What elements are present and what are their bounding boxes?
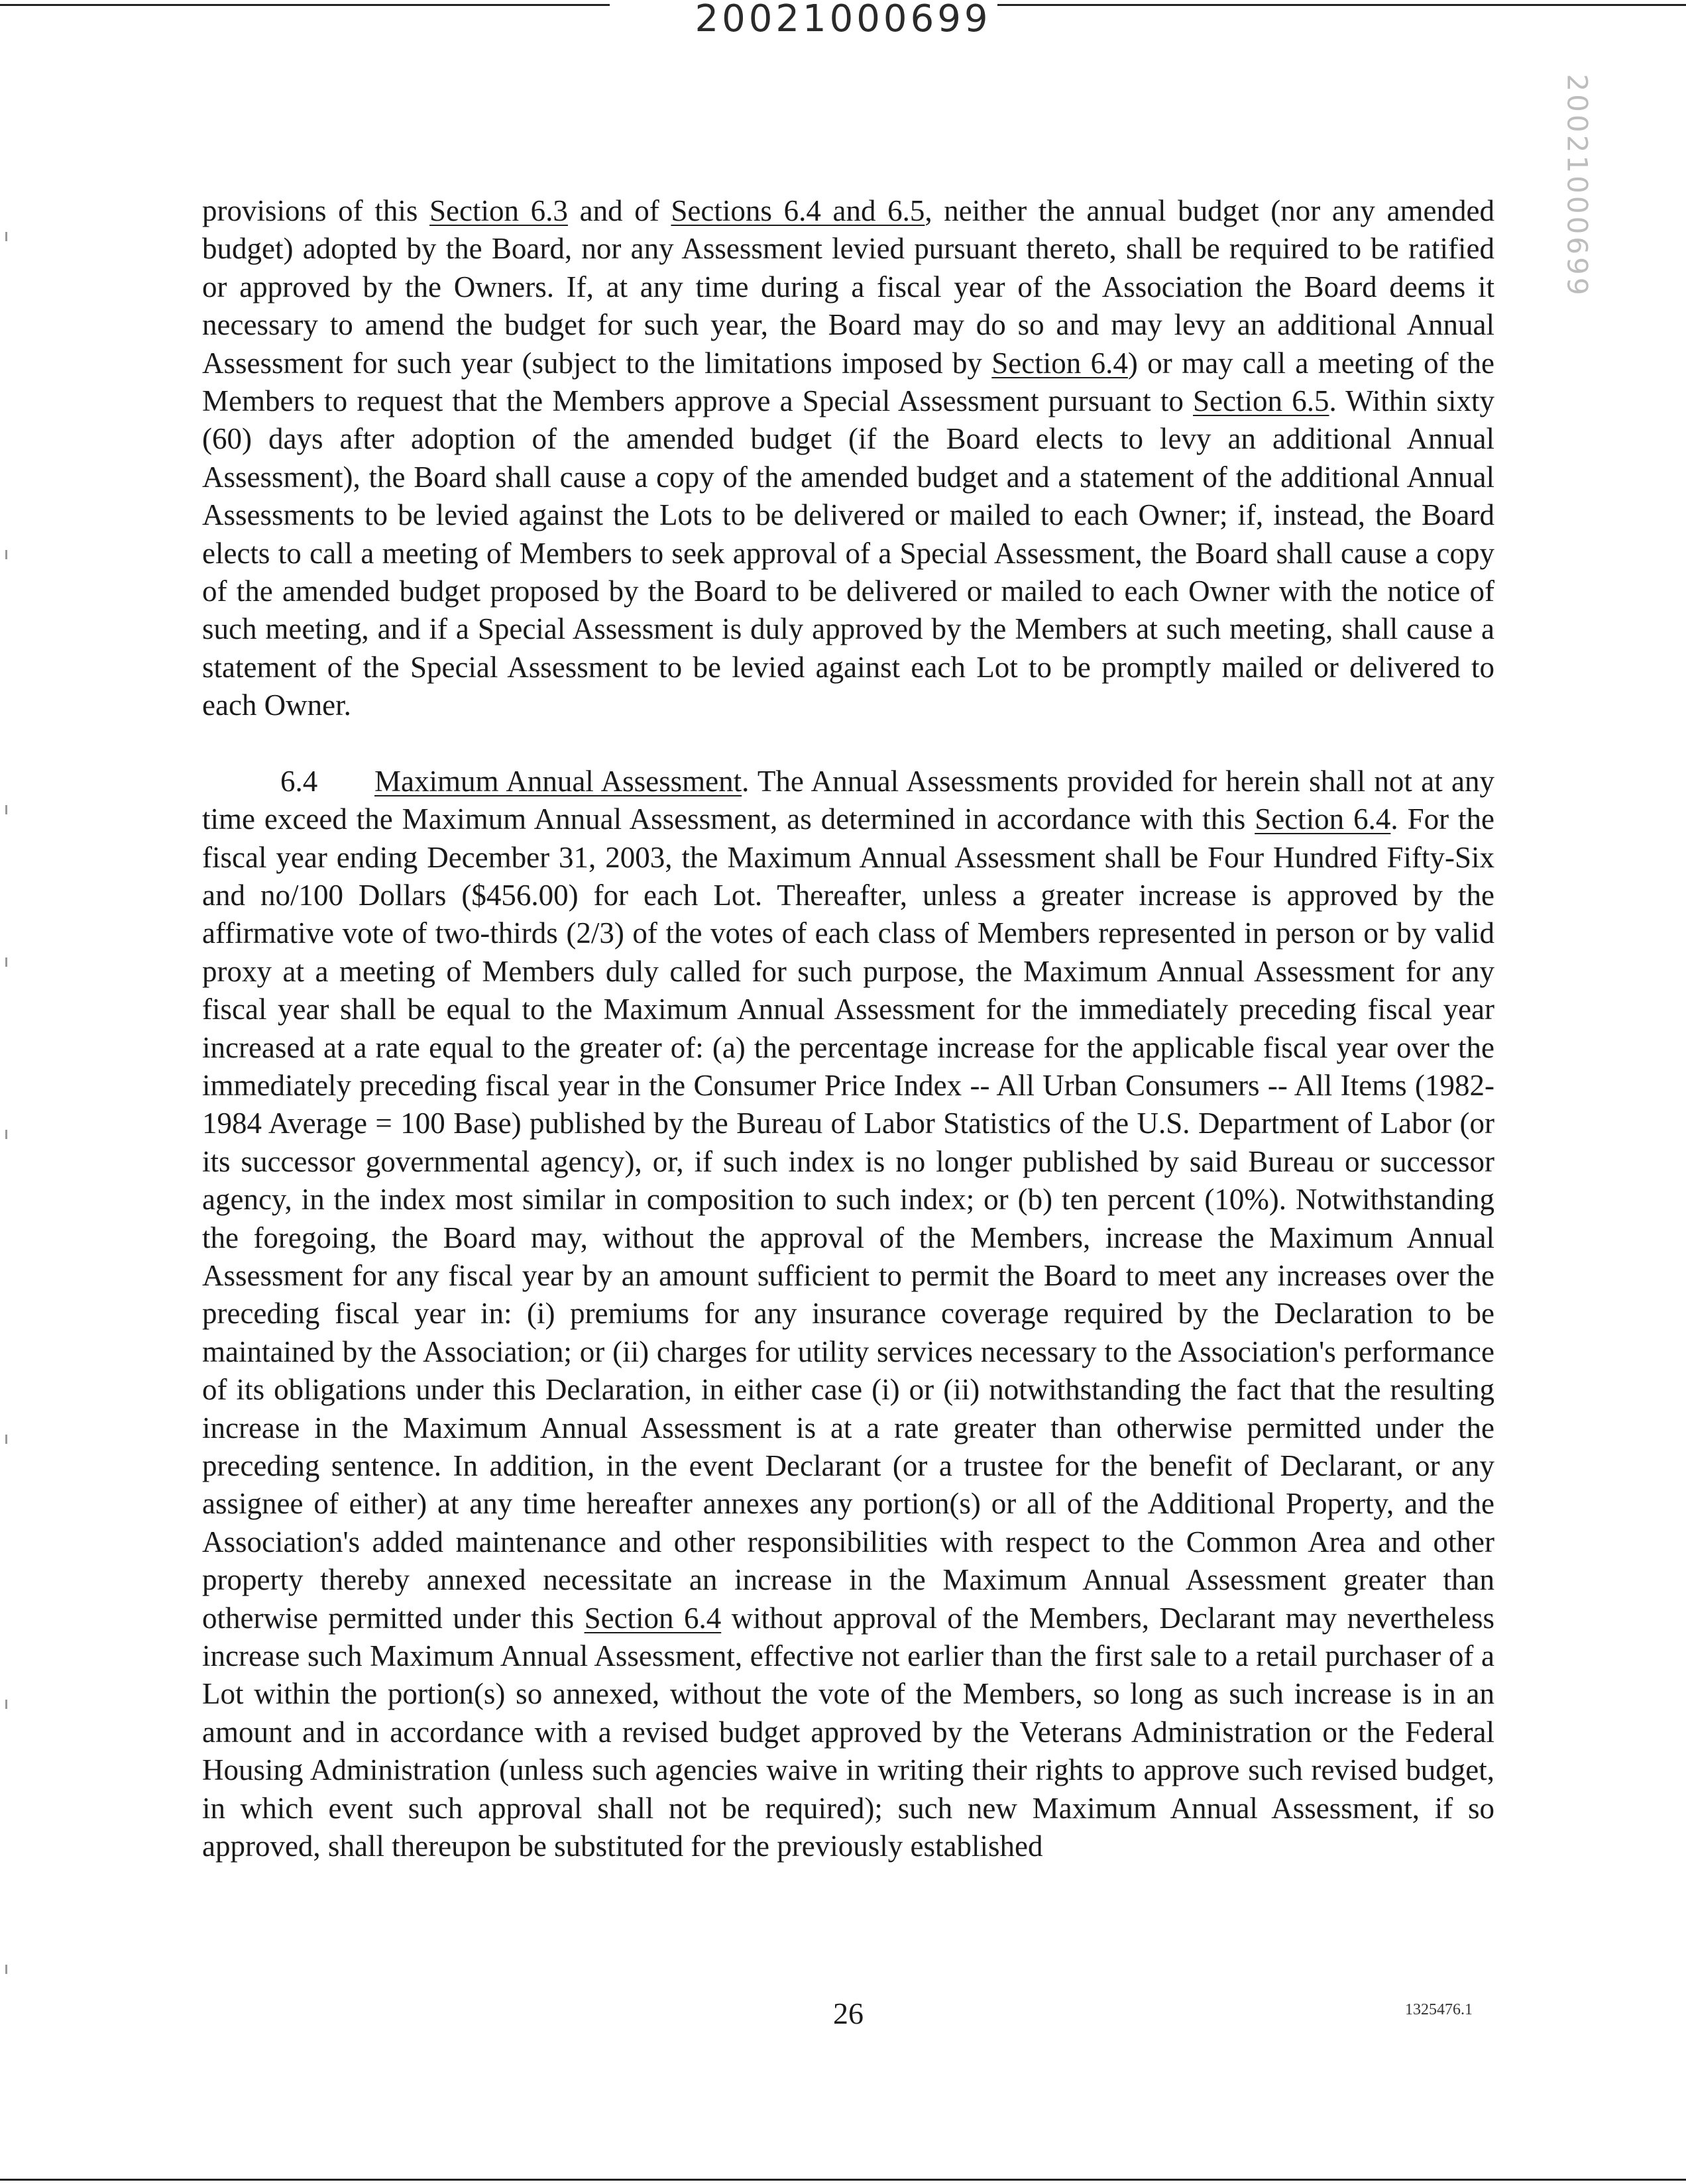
margin-speck bbox=[5, 550, 7, 559]
side-stamp-text: 20021000699 bbox=[1561, 74, 1594, 298]
margin-speck bbox=[5, 1130, 7, 1139]
text-run: provisions of this bbox=[202, 194, 430, 227]
text-run: and of bbox=[567, 194, 671, 227]
text-run: . For the fiscal year ending December 31, 2003, the Maximum Annual Assessment shall be Four Hundred Fifty-Six and no/100 Dollars ($456.00) for each Lot. Thereafter, unless a greater increase is approved by the affirmative vote of two-thirds (2/3) of the votes of each class of Members represented in person or by valid proxy at a meeting of Members duly called for such purpose, the Maximum Annual Assessment for any fiscal year shall be equal to the Maximum Annual Assessment for the immediately preceding fiscal year increased at a rate equal to the greater of: (a) the percentage increase for the applicable fiscal year over the immediately preceding fiscal year in the Consumer Price Index -- All Urban Consumers -- All Items (1982-1984 Average = 100 Base) published by the Bureau of Labor Statistics of the U.S. Department of Labor (or its successor governmental agency), or, if such index is no longer published by said Bureau or successor agency, in the index most similar in composition to such index; or (b) ten percent (10%). Notwithstanding the foregoing, the Board may, without the approval of the Members, increase the Maximum Annual Assessment for any fiscal year by an amount sufficient to permit the Board to meet any increases over the preceding fiscal year in: (i) premiums for any insurance coverage required by the Declaration to be maintained by the Association; or (ii) charges for utility services necessary to the Association's performance of its obligations under this Declaration, in either case (i) or (ii) notwithstanding the fact that the resulting increase in the Maximum Annual Assessment is at a rate greater than otherwise permitted under the preceding sentence. In addition, in the event Declarant (or a trustee for the benefit of Declarant, or any assignee of either) at any time hereafter annexes any portion(s) or all of the Additional Property, and the Association's added maintenance and other responsibilities with respect to the Common Area and other property thereby annexed necessitate an increase in the Maximum Annual Assessment greater than otherwise permitted under this bbox=[202, 802, 1495, 1635]
paragraph-continuation bbox=[202, 192, 1494, 725]
section-reference: Section 6.4 bbox=[1255, 802, 1391, 836]
section-reference: Section 6.5 bbox=[1193, 384, 1329, 418]
section-reference: Section 6.3 bbox=[429, 194, 568, 227]
document-reference: 1325476.1 bbox=[1405, 2001, 1473, 2018]
section-reference: Sections 6.4 and 6.5 bbox=[671, 194, 925, 227]
section-6-4-paragraph bbox=[202, 763, 1494, 1866]
margin-speck bbox=[5, 1700, 7, 1709]
text-run: ) or may call a meeting of the Members to request that the Members approve a Special Assessment pursuant to bbox=[202, 346, 1494, 418]
margin-speck bbox=[5, 805, 7, 814]
text-run: , neither the annual budget (nor any amended budget) adopted by the Board, nor any Assessment levied pursuant thereto, shall be required to be ratified or approved by the Owners. If, at any time during a fiscal year of the Association the Board deems it necessary to amend the budget for such year, the Board may do so and may levy an additional Annual Assessment for such year (subject to the limitations imposed by bbox=[202, 194, 1494, 380]
bottom-rule bbox=[0, 2179, 1686, 2181]
document-number: 20021000699 bbox=[695, 0, 991, 40]
document-body bbox=[202, 192, 1494, 1865]
side-stamp bbox=[1557, 74, 1597, 298]
section-heading: Maximum Annual Assessment bbox=[374, 764, 742, 798]
page-number: 26 bbox=[833, 1996, 864, 2030]
margin-speck bbox=[5, 232, 7, 241]
text-run: . Within sixty (60) days after adoption of the amended budget (if the Board elects to levy an additional Annual Assessment), the Board shall cause a copy of the amended budget and a statement of the additional Annual Assessments to be levied against the Lots to be delivered or mailed to each Owner; if, instead, the Board elects to call a meeting of Members to seek approval of a Special Assessment, the Board shall cause a copy of the amended budget proposed by the Board to be delivered or mailed to each Owner with the notice of such meeting, and if a Special Assessment is duly approved by the Members at such meeting, shall cause a statement of the Special Assessment to be levied against each Lot to be promptly mailed or delivered to each Owner. bbox=[202, 384, 1494, 722]
margin-speck bbox=[5, 1965, 7, 1974]
section-number: 6.4 bbox=[280, 764, 318, 798]
section-reference: Section 6.4 bbox=[584, 1601, 722, 1635]
text-run: . The Annual Assessments provided for herein shall not at any time exceed the Maximum Annual Assessment, as determined in accordance with this bbox=[202, 764, 1495, 836]
margin-speck bbox=[5, 1435, 7, 1444]
text-run: without approval of the Members, Declarant may nevertheless increase such Maximum Annual Assessment, effective not earlier than the first sale to a retail purchaser of a Lot within the portion(s) so annexed, without the vote of the Members, so long as such increase is in an amount and in accordance with a revised budget approved by the Veterans Administration or the Federal Housing Administration (unless such agencies waive in writing their rights to approve such revised budget, in which event such approval shall not be required); such new Maximum Annual Assessment, if so approved, shall thereupon be substituted for the previously established bbox=[202, 1601, 1494, 1863]
section-reference: Section 6.4 bbox=[991, 346, 1128, 380]
margin-speck bbox=[5, 957, 7, 967]
